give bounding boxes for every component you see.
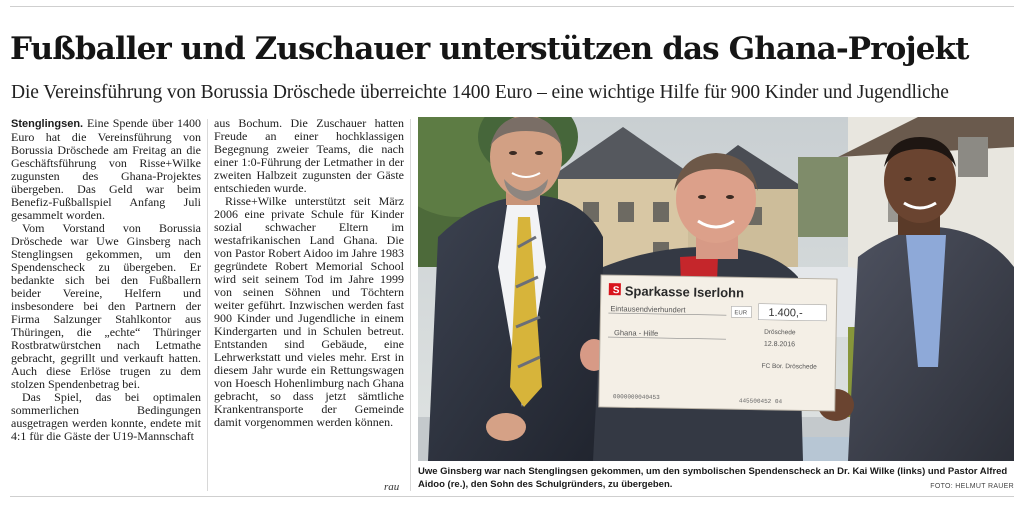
paragraph-1-text: Eine Spende über 1400 Euro hat die Vereinsführung von Borussia Dröschede am Freitag an die Geschäftsführung von Risse+Wilke zugunsten des Ghana-Projektes übergeben. Das Geld war beim Benefiz-Fußballspiel Anfang Juli gesammelt worden. xyxy=(11,117,201,222)
cheque-code-right: 445500452 04 xyxy=(738,397,783,406)
cheque-place: Dröschede xyxy=(764,328,796,337)
bottom-rule xyxy=(10,496,1014,497)
article-photo xyxy=(418,117,1014,461)
cheque-currency: EUR xyxy=(734,310,748,317)
subheadline: Die Vereinsführung von Borussia Dröschede überreichte 1400 Euro – eine wichtige Hilfe für 900 Kinder und Jugendliche xyxy=(11,82,949,103)
author-initials: rau xyxy=(384,481,400,493)
photo-illustration xyxy=(418,117,1014,461)
paragraph-4: aus Bochum. Die Zuschauer hatten Freude an einer hochklassigen Begegnung zweier Teams, die nach einer 1:0-Führung der Letmather in der zweiten Halbzeit zugunsten der Gäste entschieden wurde. xyxy=(214,117,404,195)
cheque-recipient: Ghana - Hilfe xyxy=(613,328,659,338)
cheque-amount: 1.400,- xyxy=(768,306,803,320)
svg-text:S: S xyxy=(612,285,620,297)
photo-caption: Uwe Ginsberg war nach Stenglingsen gekommen, um den symbolischen Spendenscheck an Dr. Kai Wilke (links) und Pastor Alfred Aidoo (re.), den Sohn des Schulgründers, zu übergeben. xyxy=(418,466,1008,490)
spendenscheck xyxy=(599,275,837,411)
paragraph-2: Vom Vorstand von Borussia Dröschede war Uwe Ginsberg nach Stenglingsen gekommen, um den Spendenscheck zu übergeben. Er bedankte sich bei den Fußballern beider Vereine, Helfern und insbesondere bei den Partnern der Firma Salzunger Stahlkontor aus Thüringen, die „echte“ Thüringer Rostbratwürstchen nach Letmathe gebracht, gegrillt und verkauft hatten. Auch diese Erlöse trugen zu dem stolzen Spendenbetrag bei. xyxy=(11,221,201,391)
top-rule xyxy=(10,6,1014,7)
cheque-amount-words: Eintausendvierhundert xyxy=(610,304,686,315)
photo-credit: FOTO: HELMUT RAUER xyxy=(930,483,1014,490)
headline: Fußballer und Zuschauer unterstützen das Ghana-Projekt xyxy=(10,31,969,67)
article-column-2 xyxy=(214,117,404,493)
paragraph-3: Das Spiel, das bei optimalen sommerlichen Bedingungen ausgetragen werden konnte, endete mit 4:1 für die Gäste der U19-Mannschaft xyxy=(11,390,201,443)
paragraph-5: Risse+Wilke unterstützt seit März 2006 eine private Schule für Kinder sozial schwacher Eltern im westafrikanischen Land Ghana. Die von Pastor Robert Aidoo im Jahre 1983 gegründete Robert Memorial School wird seit seinem Tod im Jahre 1999 von seinen Söhnen und Töchtern weiter geführt. Inzwischen werden fast 900 Kinder und Jugendliche in einem Kindergarten und in Schulen betreut. Entstanden sind Gebäude, eine Lehrwerkstatt und vieles mehr. Erst in diesem Jahr wurde ein Rettungswagen von Hoesch Hohenlimburg nach Ghana gebracht, so dass jetzt sämtliche Krankentransporte der Gemeinde damit vorgenommen werden können. xyxy=(214,194,404,429)
column-divider-2 xyxy=(410,119,411,491)
paragraph-1 xyxy=(11,117,201,222)
cheque-date: 12.8.2016 xyxy=(763,340,796,349)
dateline: Stenglingsen. xyxy=(11,118,84,130)
column-divider xyxy=(207,119,208,491)
cheque-signature: FC Bor. Dröschede xyxy=(761,362,817,371)
cheque-bank: Sparkasse Iserlohn xyxy=(624,283,745,301)
article-column-1 xyxy=(11,117,201,493)
cheque-code-left: 0000000040453 xyxy=(612,393,660,401)
